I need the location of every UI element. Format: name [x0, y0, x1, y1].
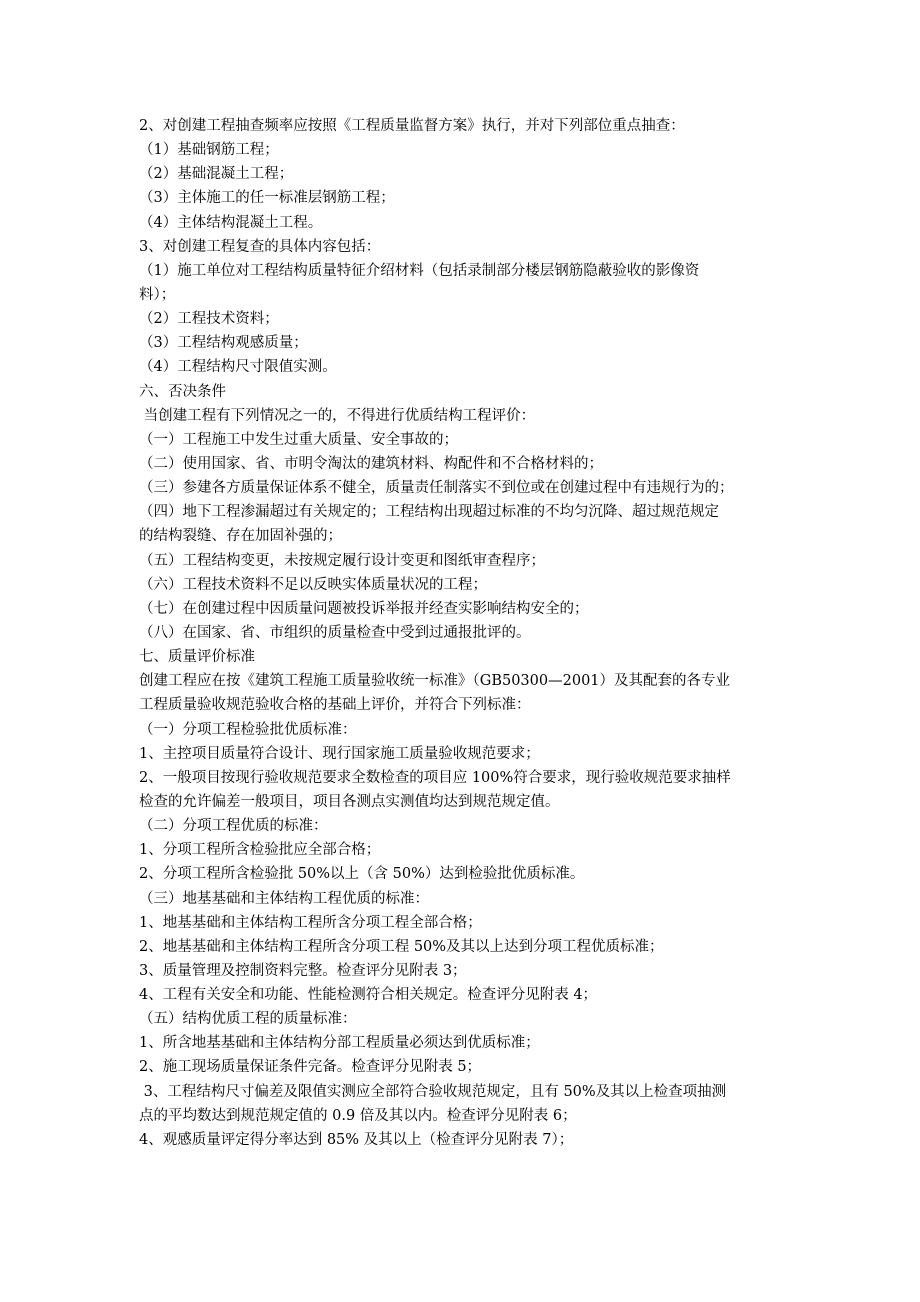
list-item: 检查的允许偏差一般项目，项目各测点实测值均达到规范规定值。 [139, 793, 560, 810]
list-item: （4）工程结构尺寸限值实测。 [139, 359, 337, 376]
section-heading: 七、质量评价标准 [139, 649, 255, 666]
list-item: （二）使用国家、省、市明令淘汰的建筑材料、构配件和不合格材料的； [139, 455, 603, 472]
list-item: （七）在创建过程中因质量问题被投诉举报并经查实影响结构安全的； [139, 600, 589, 617]
list-item: （六）工程技术资料不足以反映实体质量状况的工程； [139, 576, 487, 593]
subsection-heading: （三）地基基础和主体结构工程优质的标准： [139, 890, 429, 907]
list-item: （四）地下工程渗漏超过有关规定的；工程结构出现超过标准的不均匀沉降、超过规范规定 [139, 504, 719, 521]
list-item: 2、对创建工程抽查频率应按照《工程质量监督方案》执行，并对下列部位重点抽查： [139, 118, 685, 134]
list-item: （2）基础混凝土工程； [139, 166, 294, 183]
list-item: 1、地基基础和主体结构工程所含分项工程全部合格； [139, 914, 482, 931]
list-item: 1、所含地基基础和主体结构分部工程质量必须达到优质标准； [139, 1035, 540, 1052]
paragraph: 工程质量验收规范验收合格的基础上评价，并符合下列标准： [139, 697, 531, 714]
subsection-heading: （一）分项工程检验批优质标准： [139, 721, 357, 738]
list-item: 4、工程有关安全和功能、性能检测符合相关规定。检查评分见附表 4； [139, 987, 598, 1004]
list-item: 2、地基基础和主体结构工程所含分项工程 50%及其以上达到分项工程优质标准； [139, 938, 664, 955]
list-item: （一）工程施工中发生过重大质量、安全事故的； [139, 431, 458, 448]
list-item: 3、工程结构尺寸偏差及限值实测应全部符合验收规范规定，且有 50%及其以上检查项抽测 [139, 1083, 727, 1100]
list-item: 2、分项工程所含检验批 50%以上（含 50%）达到检验批优质标准。 [139, 866, 585, 883]
subsection-heading: （五）结构优质工程的质量标准： [139, 1011, 357, 1028]
list-item: 2、一般项目按现行验收规范要求全数检查的项目应 100%符合要求，现行验收规范要求抽样 [139, 769, 731, 786]
list-item: （1）施工单位对工程结构质量特征介绍材料（包括录制部分楼层钢筋隐蔽验收的影像资 [139, 262, 700, 279]
list-item: 1、主控项目质量符合设计、现行国家施工质量验收规范要求； [139, 745, 540, 762]
list-item: 3、质量管理及控制资料完整。检查评分见附表 3； [139, 962, 467, 979]
list-item: 1、分项工程所含检验批应全部合格； [139, 842, 381, 859]
list-item: （1）基础钢筋工程； [139, 142, 279, 159]
list-item: 点的平均数达到规范规定值的 0.9 倍及其以内。检查评分见附表 6； [139, 1107, 577, 1124]
list-item: 4、观感质量评定得分率达到 85% 及其以上（检查评分见附表 7）； [139, 1131, 574, 1148]
paragraph: 当创建工程有下列情况之一的，不得进行优质结构工程评价： [139, 407, 536, 424]
list-item: 2、施工现场质量保证条件完备。检查评分见附表 5； [139, 1059, 482, 1076]
list-item: （3）工程结构观感质量； [139, 335, 308, 352]
section-heading: 六、否决条件 [139, 383, 226, 400]
list-item: （4）主体结构混凝土工程。 [139, 214, 323, 231]
list-item: 的结构裂缝、存在加固补强的； [139, 528, 342, 545]
list-item: （2）工程技术资料； [139, 311, 279, 328]
list-item: （八）在国家、省、市组织的质量检查中受到过通报批评的。 [139, 624, 531, 641]
document-body [139, 114, 789, 1152]
list-item: （五）工程结构变更，未按规定履行设计变更和图纸审查程序； [139, 552, 545, 569]
paragraph: 创建工程应在按《建筑工程施工质量验收统一标准》（GB50300—2001）及其配套的各专业 [139, 673, 731, 690]
list-item: 料）； [139, 286, 176, 303]
list-item: （3）主体施工的任一标准层钢筋工程； [139, 190, 395, 207]
subsection-heading: （二）分项工程优质的标准： [139, 818, 328, 835]
list-item: （三）参建各方质量保证体系不健全，质量责任制落实不到位或在创建过程中有违规行为的； [139, 480, 734, 497]
list-item: 3、对创建工程复查的具体内容包括： [139, 238, 381, 255]
